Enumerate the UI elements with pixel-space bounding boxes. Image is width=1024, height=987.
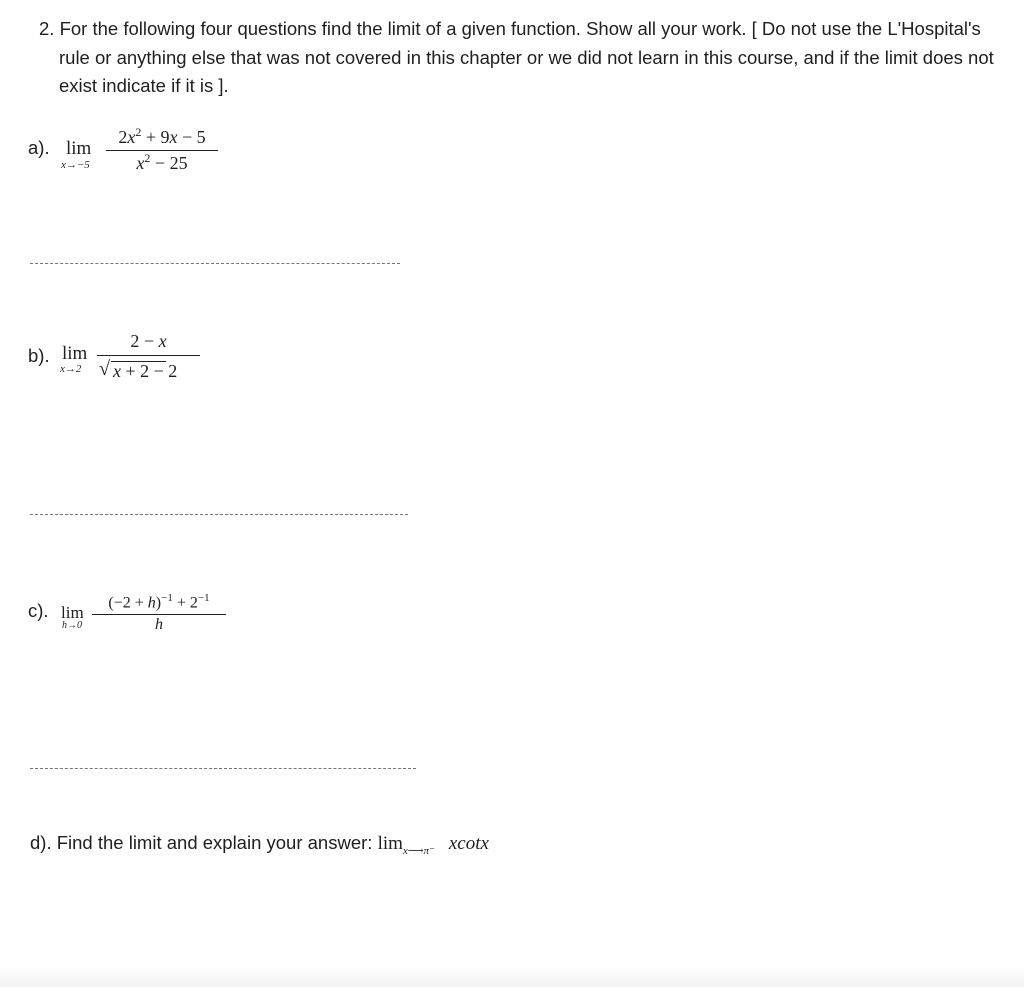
part-c-label: c). <box>28 600 49 621</box>
intro-line-3: exist indicate if it is ]. <box>59 75 229 96</box>
part-a-numerator: $2x^2 + 9x - 5$ <box>118 125 206 147</box>
intro-line-2: rule or anything else that was not covered in this chapter or we did not learn in this course, and if the limit does not <box>59 46 994 68</box>
part-a-lim-subscript: x→−5 <box>61 159 90 171</box>
part-d-expression: xcotx <box>448 833 489 854</box>
part-a-label: a). <box>28 137 50 158</box>
part-c-fraction-bar <box>92 614 226 615</box>
part-a-denominator: $x^2 - 25$ <box>136 151 188 173</box>
part-b-denominator: x + 2 − 2 <box>113 361 178 381</box>
part-a-lim: lim <box>66 138 92 159</box>
question-intro <box>39 15 1014 101</box>
part-b-lim: lim <box>62 343 88 364</box>
part-d-prompt: d). Find the limit and explain your answer: <box>30 832 378 853</box>
part-c-denominator: h <box>155 616 163 633</box>
part-b-label: b). <box>28 345 50 366</box>
intro-line-1: 2. For the following four questions find the limit of a given function. Show all your work. [ Do not use the L'Hospital's <box>39 18 981 39</box>
sqrt-radical-icon: √ <box>99 358 110 380</box>
part-c-lim-subscript: h→0 <box>62 620 82 631</box>
part-c-lim: lim <box>61 603 84 622</box>
part-b-answer-line <box>30 514 408 515</box>
part-d-lim: lim <box>377 833 403 854</box>
part-a-answer-line <box>30 263 400 264</box>
part-b-numerator: 2 − x <box>130 331 167 351</box>
part-c-numerator: $(-2 + h)^{-1} + 2^{-1}$ <box>108 592 210 612</box>
part-b-lim-subscript: x→2 <box>60 363 82 375</box>
part-d-lim-subscript: x⟶π⁻ <box>402 845 435 857</box>
page-bottom-shade <box>0 968 1024 987</box>
part-b-fraction-bar <box>97 355 200 356</box>
part-d <box>30 832 489 857</box>
part-c-answer-line <box>30 768 416 769</box>
